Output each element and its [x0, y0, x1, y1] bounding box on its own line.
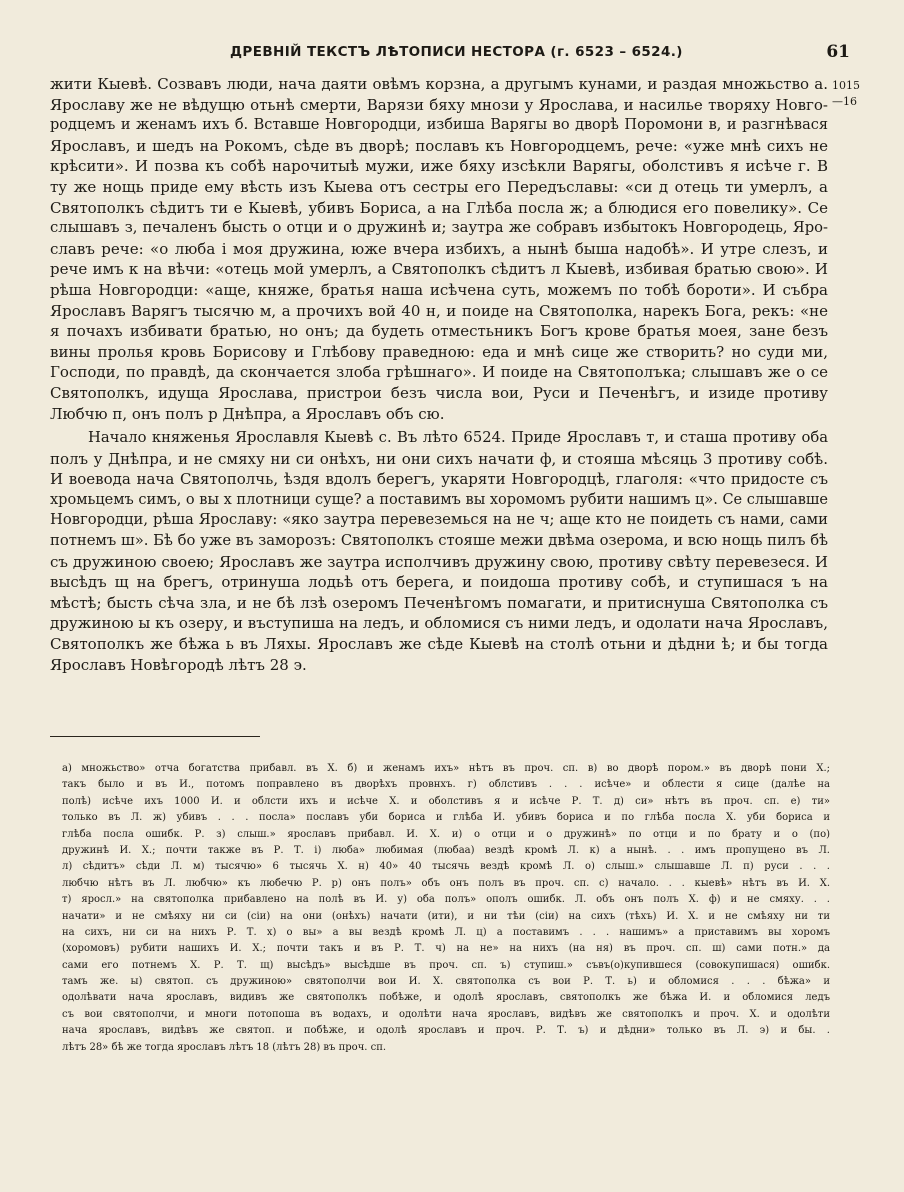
- margin-year-note: —16: [832, 95, 857, 108]
- text-line: жити Кыевѣ. Созвавъ люди, нача даяти овѣмъ корзна, а другымъ кунами, и раздая множьство а.: [50, 75, 828, 93]
- footnote-line: только въ Л. ж) убивъ . . . посла» пославъ уби бориса и глѣба И. убивъ бориса и по глѣба посла Х. уби бориса и: [62, 812, 830, 824]
- footnote-line: дружинѣ И. Х.; почти также въ Р. Т. і) люба» любимая (любаа) вездѣ кромѣ Л. к) а нынѣ. . . имъ пропущено въ Л.: [62, 844, 830, 856]
- text-line: Новгородци, рѣша Ярославу: «яко заутра перевеземься на не ч; аще кто не поидеть съ нами, сами: [50, 511, 828, 529]
- text-line: родцемъ и женамъ ихъ б. Вставше Новгородци, избиша Варягы во дворѣ Поромони в, и разгнѣвася: [50, 117, 828, 134]
- text-line: Святополкъ сѣдитъ ти е Кыевѣ, убивъ Бориса, а на Глѣба посла ж; а блюдися его повелику». Се: [50, 198, 828, 217]
- text-line: ту же нощь приде ему вѣсть изъ Кыева отъ сестры его Передъславы: «си д отець ти умерлъ, а: [50, 177, 828, 196]
- text-line: Ярославъ Варягъ тысячю м, а прочихъ вой 40 н, и поиде на Святополка, нарекъ Бога, рекъ: «не: [50, 301, 828, 320]
- footnotes: [62, 761, 830, 1056]
- text-line: Господи, по правдѣ, да скончается злоба грѣшнаго». И поиде на Святополъка; слышавъ же о се: [50, 363, 828, 382]
- text-line: Святополкъ же бѣжа ь въ Ляхы. Ярославъ же сѣде Кыевѣ на столѣ отьни и дѣдни ѣ; и бы тогда: [50, 635, 828, 654]
- text-line: Любчю п, онъ полъ р Днѣпра, а Ярославъ объ сю.: [50, 404, 445, 423]
- footnote-line: такъ было и въ И., потомъ поправлено въ дворѣхъ провнхъ. г) облстивъ . . . исѣче» и облести я сице (далѣе на: [62, 779, 830, 791]
- footnote-line: любчю нѣтъ въ Л. любчю» къ любечю Р. р) онъ полъ» объ онъ полъ въ проч. сп. с) начало. . . кыевѣ» нѣтъ въ И. Х.: [62, 877, 830, 889]
- footnote-line: съ вои святополчи, и многи потопоша въ водахъ, и одолѣти нача ярославъ, видѣвъ же святополкъ и проч. Х. и одолѣти: [62, 1008, 830, 1020]
- footnote-line: а) множьство» отча богатства прибавл. въ Х. б) и женамъ ихъ» нѣтъ въ проч. сп. в) во дворѣ пором.» въ дворѣ пони Х.;: [62, 763, 830, 774]
- text-line: я почахъ избивати братью, но онъ; да будеть отместьникъ Богъ крове братья моея, зане безъ: [50, 322, 828, 341]
- text-line: слышавъ з, печаленъ бысть о отци и о дружинѣ и; заутра же собравъ избытокъ Новгородець, Яро-: [50, 219, 828, 237]
- footnote-line: полѣ) исѣче ихъ 1000 И. и облсти ихъ и исѣче Х. и оболстивъ я и исѣче Р. Т. д) си» нѣтъ въ проч. сп. е) ти»: [62, 795, 830, 807]
- text-line: Ярославъ Новѣгородѣ лѣтъ 28 э.: [50, 655, 307, 674]
- text-line: крѣсити». И позва къ собѣ нарочитыѣ мужи, иже бяху изсѣкли Варягы, оболстивъ я исѣче г. В: [50, 157, 828, 176]
- footnote-line: т) яросл.» на святополка прибавлено на полѣ въ И. у) оба полъ» ополъ ошибк. Л. объ онъ полъ Х. ф) и не смяху. . .: [62, 894, 830, 906]
- text-line: рече имъ к на вѣчи: «отець мой умерлъ, а Святополкъ сѣдитъ л Кыевѣ, избивая братью свою». И: [50, 260, 828, 279]
- paragraph-start-line: Начало княженья Ярославля Кыевѣ с. Въ лѣто 6524. Приде Ярославъ т, и сташа противу оба: [88, 429, 828, 447]
- footnote-line: глѣба посла ошибк. Р. з) слыш.» ярославъ прибавл. И. Х. и) о отци и о дружинѣ» по отци и по брату и о (по): [62, 828, 830, 840]
- footnote-line: (хоромовъ) рубити нашихъ И. Х.; почти такъ и въ Р. Т. ч) на не» на нихъ (на ня) въ проч. сп. ш) сами потн.» да: [62, 943, 830, 955]
- text-line: мѣстѣ; бысть сѣча зла, и не бѣ лзѣ озеромъ Печенѣгомъ помагати, и притиснуша Святополка съ: [50, 593, 828, 612]
- text-line: славъ рече: «о люба і моя дружина, юже вчера избихъ, а нынѣ быша надобѣ». И утре слезъ, и: [50, 239, 828, 258]
- text-line: Ярославъ, и шедъ на Рокомъ, сѣде въ дворѣ; пославъ къ Новгородцемъ, рече: «уже мнѣ сихъ не: [50, 136, 828, 155]
- margin-year-note: 1015: [832, 79, 860, 92]
- footnote-line: начати» и не смѣяху ни си (сіи) на они (онѣхъ) начати (ити), и ни тѣи (сіи) на сихъ (тѣхъ) И. Х. и не смѣяху ни ти: [62, 910, 830, 922]
- text-line: рѣша Новгородци: «аще, княже, братья наша исѣчена суть, можемъ по тобѣ бороти». И събра: [50, 280, 828, 299]
- text-line: хромьцемъ симъ, о вы х плотници суще? а поставимъ вы хоромомъ рубити нашимъ ц». Се слышавше: [50, 491, 828, 508]
- footnote-line: лѣтъ 28» бѣ же тогда ярославъ лѣтъ 18 (лѣтъ 28) въ проч. сп.: [62, 1041, 387, 1053]
- footnote-line: л) сѣдитъ» сѣди Л. м) тысячю» 6 тысячь Х. н) 40» 40 тысячь вездѣ кромѣ Л. о) слыш.» слышавше Л. п) руси . . .: [62, 861, 830, 873]
- footnote-line: сами его потнемъ Х. Р. Т. щ) высѣдъ» высѣдше въ проч. сп. ъ) ступиш.» съвъ(о)купившеся (совокупишася) ошибк.: [62, 959, 830, 971]
- footnote-line: нача ярославъ, видѣвъ же святоп. и побѣже, и одолѣ ярославъ и проч. Р. Т. ъ) и дѣдни» только въ Л. э) и бы. .: [62, 1025, 830, 1037]
- text-line: вины пролья кровь Борисову и Глѣбову праведною: еда и мнѣ сице же створить? но суди ми,: [50, 342, 828, 361]
- running-header: [48, 44, 856, 68]
- footnote-divider: [50, 736, 260, 737]
- text-line: дружиною ы къ озеру, и въступиша на ледъ, и обломися съ ними ледъ, и одолати нача Ярославъ,: [50, 614, 828, 633]
- text-line: Святополкъ, идуща Ярослава, пристрои безъ числа вои, Руси и Печенѣгъ, и изиде противу: [50, 383, 828, 402]
- text-line: И воевода нача Святополчь, ѣздя вдолъ берегъ, укаряти Новгородцѣ, глаголя: «что придосте съ: [50, 470, 828, 489]
- text-line: Ярославу же не вѣдущю отьнѣ смерти, Варязи бяху мнози у Ярослава, и насилье творяху Новго-: [50, 95, 828, 114]
- footnote-line: тамъ же. ы) святоп. съ дружиною» святополчи вои И. Х. святополка съ вои Р. Т. ь) и обломися . . . бѣжа» и: [62, 976, 830, 988]
- footnote-line: одолѣвати нача ярославъ, видивъ же святополкъ побѣже, и одолѣ ярославъ, святополкъ же бѣжа И. и обломися ледъ: [62, 992, 830, 1004]
- text-line: съ дружиною своею; Ярославъ же заутра исполчивъ дружину свою, противу свѣту перевезеся. И: [50, 552, 828, 571]
- footnote-line: на сихъ, ни си на нихъ Р. Т. х) о вы» а вы вездѣ кромѣ Л. ц) а поставимъ . . . нашимъ» а приставимъ вы хоромъ: [62, 926, 830, 938]
- page-number: 61: [826, 42, 850, 62]
- header-title: ДРЕВНІЙ ТЕКСТЪ ЛѢТОПИСИ НЕСТОРА (г. 6523 – 6524.): [230, 44, 683, 60]
- text-line: потнемъ ш». Бѣ бо уже въ заморозъ: Святополкъ стояше межи двѣма озерома, и всю нощь пилъ бѣ: [50, 532, 828, 550]
- chronicle-text: [50, 74, 828, 675]
- text-line: полъ у Днѣпра, и не смяху ни си онѣхъ, ни они сихъ начати ф, и стояша мѣсяць 3 противу собѣ.: [50, 449, 828, 468]
- text-line: высѣдъ щ на брегъ, отринуша лодьѣ отъ берега, и поидоша противу собѣ, и ступишася ъ на: [50, 573, 828, 592]
